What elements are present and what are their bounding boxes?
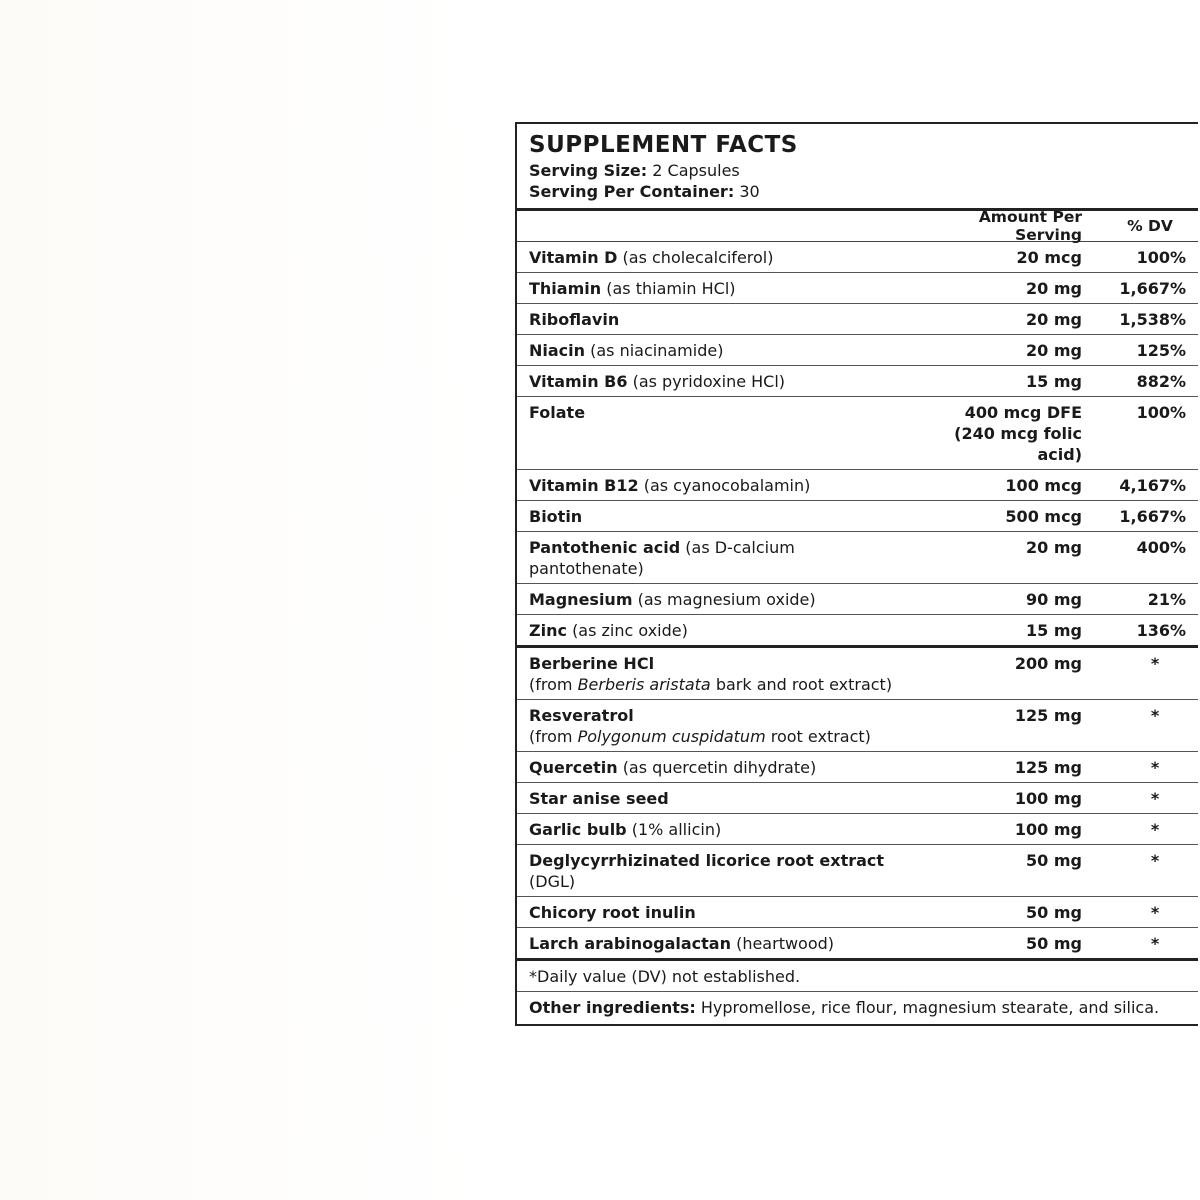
ingredient-amount	[912, 309, 1102, 330]
source-prefix: (from	[529, 674, 578, 694]
ingredient-name: Vitamin B12	[529, 475, 639, 495]
amount-value: 20 mg	[1026, 340, 1082, 360]
daily-value: 1,667%	[1119, 506, 1186, 526]
ingredient-name-cell	[517, 475, 912, 496]
label-title: SUPPLEMENT FACTS	[529, 132, 798, 158]
amount-value: 100 mg	[1014, 819, 1082, 839]
ingredient-name-cell	[517, 309, 912, 330]
servings-value: 30	[739, 181, 760, 201]
ingredient-detail: (heartwood)	[736, 933, 835, 953]
ingredient-amount	[912, 278, 1102, 299]
daily-value: *	[1150, 705, 1160, 725]
ingredient-detail: (as quercetin dihydrate)	[622, 757, 817, 777]
amount-value: 20 mcg	[1016, 247, 1082, 267]
other-ingredient-row	[517, 897, 1198, 928]
ingredient-amount	[912, 902, 1102, 923]
ingredient-name-cell	[517, 537, 912, 579]
amount-value: 15 mg	[1026, 371, 1082, 391]
amount-value: 125 mg	[1014, 705, 1082, 725]
ingredient-amount	[912, 705, 1102, 726]
nutrient-row	[517, 304, 1198, 335]
ingredient-name-cell	[517, 340, 912, 361]
other-ingredients-value: Hypromellose, rice flour, magnesium stearate, and silica.	[700, 997, 1160, 1017]
nutrient-row	[517, 366, 1198, 397]
serving-size	[529, 160, 1186, 181]
daily-value: 400%	[1136, 537, 1186, 557]
ingredient-amount	[912, 589, 1102, 610]
other-ingredient-row	[517, 814, 1198, 845]
dv-column-header: % DV	[1127, 216, 1173, 235]
ingredient-detail: (as zinc oxide)	[572, 620, 688, 640]
daily-value: *	[1150, 653, 1160, 673]
amount-value: 500 mcg	[1005, 506, 1082, 526]
daily-value: 4,167%	[1119, 475, 1186, 495]
ingredient-name: Vitamin D	[529, 247, 618, 267]
nutrient-row	[517, 242, 1198, 273]
ingredient-name: Quercetin	[529, 757, 618, 777]
ingredient-detail: (1% allicin)	[631, 819, 722, 839]
ingredient-name-cell	[517, 705, 912, 747]
amount-value: 125 mg	[1014, 757, 1082, 777]
amount-value: 50 mg	[1026, 933, 1082, 953]
ingredient-detail: (DGL)	[529, 871, 576, 891]
amount-secondary: (240 mcg folic acid)	[954, 423, 1082, 464]
ingredient-amount	[912, 653, 1102, 674]
ingredient-name: Riboflavin	[529, 309, 620, 329]
amount-value: 100 mg	[1014, 788, 1082, 808]
other-ingredients-label: Other ingredients:	[529, 997, 696, 1017]
ingredient-amount	[912, 933, 1102, 954]
ingredient-name: Niacin	[529, 340, 586, 360]
nutrient-row	[517, 335, 1198, 366]
nutrient-row	[517, 397, 1198, 470]
nutrient-row	[517, 470, 1198, 501]
ingredient-name: Magnesium	[529, 589, 633, 609]
amount-value: 50 mg	[1026, 850, 1082, 870]
ingredient-name-cell	[517, 933, 912, 954]
ingredient-name-cell	[517, 788, 912, 809]
amount-value: 200 mg	[1014, 653, 1082, 673]
ingredient-detail: (as cholecalciferol)	[622, 247, 774, 267]
ingredient-amount	[912, 371, 1102, 392]
daily-value: 125%	[1136, 340, 1186, 360]
amount-value: 15 mg	[1026, 620, 1082, 640]
amount-column-header: Amount Per Serving	[978, 207, 1082, 244]
daily-value: *	[1150, 902, 1160, 922]
source-species: Polygonum cuspidatum	[577, 726, 766, 746]
ingredient-name-cell	[517, 247, 912, 268]
other-ingredients	[517, 992, 1198, 1024]
nutrient-rows	[517, 242, 1198, 648]
daily-value: 1,667%	[1119, 278, 1186, 298]
ingredient-name: Thiamin	[529, 278, 602, 298]
amount-value: 20 mg	[1026, 278, 1082, 298]
ingredient-name-cell	[517, 620, 912, 641]
other-ingredient-rows	[517, 648, 1198, 961]
other-ingredient-row	[517, 648, 1198, 700]
ingredient-name: Larch arabinogalactan	[529, 933, 731, 953]
amount-value: 100 mcg	[1005, 475, 1082, 495]
ingredient-name-cell	[517, 757, 912, 778]
source-prefix: (from	[529, 726, 578, 746]
serving-size-value: 2 Capsules	[652, 160, 740, 180]
ingredient-amount	[912, 788, 1102, 809]
nutrient-row	[517, 501, 1198, 532]
ingredient-source	[529, 674, 912, 695]
daily-value: *	[1150, 933, 1160, 953]
daily-value: 21%	[1147, 589, 1186, 609]
daily-value: 100%	[1136, 402, 1186, 422]
footnote: *Daily value (DV) not established.	[517, 961, 1198, 992]
ingredient-amount	[912, 819, 1102, 840]
daily-value: *	[1150, 757, 1160, 777]
source-suffix: bark and root extract)	[710, 674, 893, 694]
ingredient-name-cell	[517, 371, 912, 392]
ingredient-name-cell	[517, 506, 912, 527]
ingredient-name-cell	[517, 278, 912, 299]
daily-value: *	[1150, 850, 1160, 870]
nutrient-row	[517, 273, 1198, 304]
label-header	[517, 124, 1198, 211]
ingredient-name: Berberine HCl	[529, 653, 655, 673]
ingredient-amount	[912, 850, 1102, 871]
daily-value: 882%	[1136, 371, 1186, 391]
ingredient-detail: (as D-calcium pantothenate)	[529, 537, 795, 578]
ingredient-amount	[912, 537, 1102, 558]
ingredient-name-cell	[517, 850, 912, 892]
amount-value: 20 mg	[1026, 537, 1082, 557]
ingredient-name: Star anise seed	[529, 788, 669, 808]
ingredient-name: Resveratrol	[529, 705, 634, 725]
other-ingredient-row	[517, 928, 1198, 961]
source-suffix: root extract)	[765, 726, 871, 746]
nutrient-row	[517, 584, 1198, 615]
nutrient-row	[517, 532, 1198, 584]
ingredient-detail: (as thiamin HCl)	[606, 278, 736, 298]
ingredient-amount	[912, 620, 1102, 641]
daily-value: 136%	[1136, 620, 1186, 640]
ingredient-name-cell	[517, 589, 912, 610]
daily-value: *	[1150, 788, 1160, 808]
source-species: Berberis aristata	[577, 674, 711, 694]
ingredient-detail: (as niacinamide)	[590, 340, 724, 360]
amount-value: 20 mg	[1026, 309, 1082, 329]
servings-label: Serving Per Container:	[529, 181, 735, 201]
other-ingredient-row	[517, 752, 1198, 783]
serving-size-label: Serving Size:	[529, 160, 648, 180]
ingredient-name: Zinc	[529, 620, 567, 640]
column-headers	[517, 207, 1198, 244]
ingredient-detail: (as pyridoxine HCl)	[632, 371, 786, 391]
ingredient-amount	[912, 475, 1102, 496]
servings-per-container	[529, 181, 1186, 202]
amount-value: 400 mcg DFE	[964, 402, 1082, 422]
nutrient-row	[517, 615, 1198, 648]
daily-value: *	[1150, 819, 1160, 839]
other-ingredient-row	[517, 700, 1198, 752]
other-ingredient-row	[517, 783, 1198, 814]
ingredient-name: Deglycyrrhizinated licorice root extract	[529, 850, 885, 870]
daily-value: 100%	[1136, 247, 1186, 267]
ingredient-detail: (as cyanocobalamin)	[643, 475, 811, 495]
amount-value: 90 mg	[1026, 589, 1082, 609]
ingredient-name: Pantothenic acid	[529, 537, 681, 557]
ingredient-amount	[912, 506, 1102, 527]
ingredient-amount	[912, 402, 1102, 465]
daily-value: 1,538%	[1119, 309, 1186, 329]
other-ingredient-row	[517, 845, 1198, 897]
ingredient-source	[529, 726, 912, 747]
ingredient-name: Chicory root inulin	[529, 902, 696, 922]
ingredient-name-cell	[517, 819, 912, 840]
ingredient-name: Garlic bulb	[529, 819, 627, 839]
ingredient-detail: (as magnesium oxide)	[637, 589, 816, 609]
ingredient-name-cell	[517, 653, 912, 695]
ingredient-amount	[912, 757, 1102, 778]
ingredient-name: Vitamin B6	[529, 371, 628, 391]
ingredient-name-cell	[517, 402, 912, 423]
ingredient-name: Folate	[529, 402, 586, 422]
ingredient-amount	[912, 340, 1102, 361]
ingredient-name: Biotin	[529, 506, 583, 526]
amount-value: 50 mg	[1026, 902, 1082, 922]
supplement-facts-panel	[515, 122, 1198, 1026]
ingredient-name-cell	[517, 902, 912, 923]
ingredient-amount	[912, 247, 1102, 268]
